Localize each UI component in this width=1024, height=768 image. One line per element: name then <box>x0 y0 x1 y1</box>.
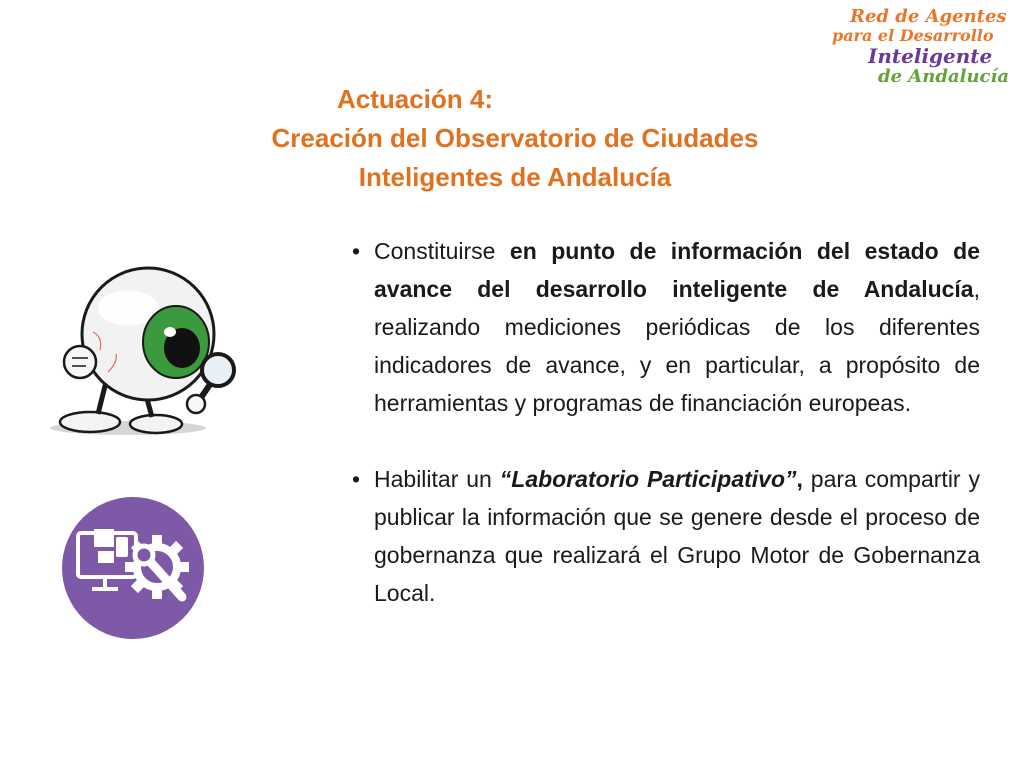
eyeball-magnifier-icon <box>48 262 238 437</box>
logo-line-2: para el Desarrollo <box>832 26 994 45</box>
bullet-item-observatory <box>352 232 980 422</box>
bullet-1-text-rest: , realizando mediciones periódicas de los diferentes indicadores de avance, y en particular, a propósito de herramientas y programas de financiación europeas. <box>374 276 980 416</box>
bullet-item-laboratory <box>352 460 980 612</box>
logo-line-4: de Andalucía <box>878 66 1009 87</box>
bullet-dot: • <box>352 238 361 264</box>
bullet-list <box>352 232 980 612</box>
title-line-1: Actuación 4: <box>336 84 494 114</box>
bullet-dot: • <box>352 466 361 492</box>
logo <box>820 4 1010 90</box>
logo-line-1: Red de Agentes <box>850 6 1007 27</box>
logo-line-3: Inteligente <box>868 44 993 68</box>
slide-title <box>200 80 830 197</box>
bullet-1-text-bold: en punto de información del estado de avance del desarrollo inteligente de Andalucía <box>374 238 980 302</box>
bullet-2-text-bold-italic: “Laboratorio Participativo” <box>499 466 797 492</box>
bullet-2-text-comma: , <box>796 466 803 492</box>
computer-gear-wrench-icon <box>62 497 204 639</box>
bullet-2-text-plain: Habilitar un <box>374 466 492 492</box>
bullet-2-text-rest: para compartir y publicar la información que se genere desde el proceso de gobernanza que realizará el Grupo Motor de Gobernanza Local. <box>374 466 980 606</box>
title-line-2: Creación del Observatorio de Ciudades <box>271 123 759 153</box>
bullet-1-text-plain: Constituirse <box>374 238 496 264</box>
title-line-3: Inteligentes de Andalucía <box>358 162 672 192</box>
